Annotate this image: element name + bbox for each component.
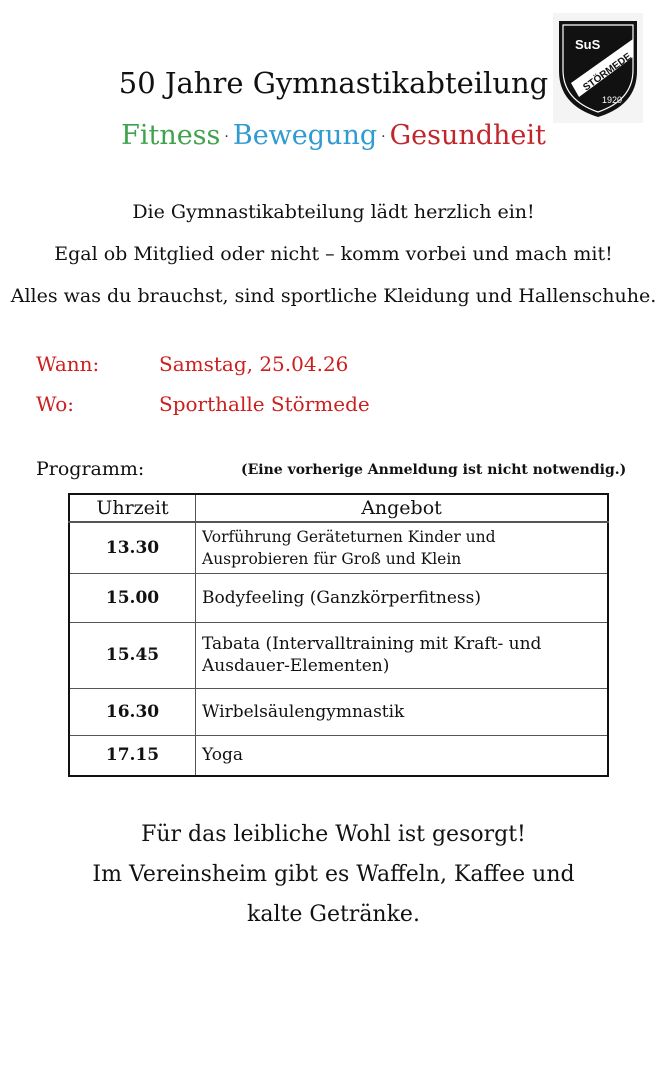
table-row — [69, 522, 608, 573]
closing-line-catering: Für das leibliche Wohl ist gesorgt! — [141, 822, 526, 847]
row-offer: Tabata (Intervalltraining mit Kraft- und Ausdauer-Elementen) — [196, 622, 609, 688]
logo-club-text: SuS — [575, 37, 601, 52]
closing-line-clubhouse: Im Vereinsheim gibt es Waffeln, Kaffee und — [92, 862, 575, 887]
page-title: 50 Jahre Gymnastikabteilung — [118, 66, 549, 100]
when-label: Wann: — [36, 352, 100, 376]
tagline-fitness: Fitness — [121, 120, 221, 151]
table-header-row — [69, 494, 608, 522]
program-label: Programm: — [36, 458, 145, 480]
registration-note: (Eine vorherige Anmeldung ist nicht notwendig.) — [241, 462, 627, 478]
row-offer: Vorführung Geräteturnen Kinder und Ausprobieren für Groß und Klein — [196, 522, 609, 573]
table-row — [69, 622, 608, 688]
row-time: 16.30 — [69, 688, 196, 735]
tagline-gesundheit: Gesundheit — [389, 120, 546, 151]
table-row — [69, 573, 608, 622]
row-time: 13.30 — [69, 522, 196, 573]
table-row — [69, 688, 608, 735]
column-header-offer: Angebot — [196, 494, 609, 522]
tagline — [0, 118, 667, 155]
row-time: 15.00 — [69, 573, 196, 622]
row-offer: Yoga — [196, 735, 609, 776]
logo-year-text: 1920 — [602, 95, 623, 105]
logo-place-text: STÖRMEDE — [581, 51, 634, 94]
intro-invitation: Die Gymnastikabteilung lädt herzlich ein! — [132, 201, 535, 223]
closing-text — [0, 815, 667, 935]
row-offer: Bodyfeeling (Ganzkörperfitness) — [196, 573, 609, 622]
table-row — [69, 735, 608, 776]
where-value: Sporthalle Störmede — [159, 392, 370, 416]
row-time: 17.15 — [69, 735, 196, 776]
event-when — [36, 351, 348, 377]
schedule-table — [68, 493, 609, 777]
row-offer: Wirbelsäulengymnastik — [196, 688, 609, 735]
when-value: Samstag, 25.04.26 — [159, 352, 349, 376]
tagline-bewegung: Bewegung — [232, 120, 378, 151]
row-time: 15.45 — [69, 622, 196, 688]
closing-line-drinks: kalte Getränke. — [247, 902, 420, 927]
column-header-time: Uhrzeit — [69, 494, 196, 522]
intro-everyone: Egal ob Mitglied oder nicht – komm vorbei und mach mit! — [54, 243, 613, 265]
event-where — [36, 391, 370, 417]
where-label: Wo: — [36, 392, 74, 416]
intro-requirements: Alles was du brauchst, sind sportliche Kleidung und Hallenschuhe. — [10, 285, 657, 307]
tagline-separator: · — [381, 128, 386, 145]
tagline-separator: · — [224, 128, 229, 145]
